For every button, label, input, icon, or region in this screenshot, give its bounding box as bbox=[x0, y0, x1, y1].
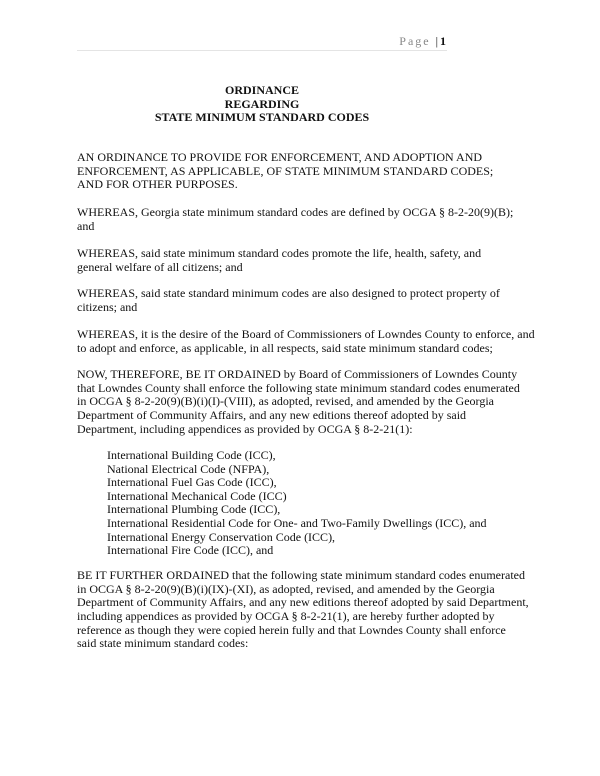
paragraph-line: in OCGA § 8-2-20(9)(B)(i)(I)-(VIII), as adopted, revised, and amended by the Georgia bbox=[77, 394, 494, 409]
paragraph-line: WHEREAS, said state minimum standard codes promote the life, health, safety, and bbox=[77, 246, 482, 260]
paragraph-line: WHEREAS, it is the desire of the Board of Commissioners of Lowndes County to enforce, and bbox=[77, 327, 535, 341]
paragraph-line: to adopt and enforce, as applicable, in all respects, said state minimum standard codes; bbox=[77, 340, 493, 355]
list-item: International Fuel Gas Code (ICC), bbox=[107, 475, 277, 490]
paragraph bbox=[77, 286, 500, 314]
paragraph-line: WHEREAS, Georgia state minimum standard codes are defined by OCGA § 8-2-20(9)(B); bbox=[77, 205, 514, 219]
paragraph-line: general welfare of all citizens; and bbox=[77, 259, 243, 274]
list-item: International Building Code (ICC), bbox=[107, 448, 276, 462]
list-item: National Electrical Code (NFPA), bbox=[107, 461, 270, 476]
list-item: International Energy Conservation Code (ICC), bbox=[107, 529, 336, 544]
paragraph bbox=[77, 205, 514, 233]
codes-list bbox=[107, 449, 487, 558]
paragraph-line: that Lowndes County shall enforce the following state minimum standard codes enumerated bbox=[77, 380, 520, 395]
paragraph-line: Department of Community Affairs, and any new editions thereof adopted by said Department, bbox=[77, 595, 529, 610]
document-title bbox=[0, 84, 524, 125]
list-item: International Fire Code (ICC), and bbox=[107, 543, 274, 558]
paragraph bbox=[77, 327, 535, 355]
list-item: International Mechanical Code (ICC) bbox=[107, 488, 287, 503]
paragraph-line: including appendices as provided by OCGA § 8-2-21(1), are hereby further adopted by bbox=[77, 609, 495, 624]
paragraph-line: BE IT FURTHER ORDAINED that the following state minimum standard codes enumerated bbox=[77, 568, 525, 582]
paragraph-line: Department, including appendices as provided by OCGA § 8-2-21(1): bbox=[77, 421, 413, 436]
title-line: ORDINANCE bbox=[224, 83, 299, 97]
paragraph bbox=[77, 568, 529, 651]
page-number: 1 bbox=[440, 34, 446, 48]
paragraph-line: AND FOR OTHER PURPOSES. bbox=[77, 177, 238, 192]
list-item: International Plumbing Code (ICC), bbox=[107, 502, 281, 517]
paragraph-line: and bbox=[77, 218, 95, 233]
title-line: REGARDING bbox=[224, 96, 300, 111]
paragraph-line: Department of Community Affairs, and any new editions thereof adopted by said bbox=[77, 408, 467, 423]
header-rule bbox=[77, 50, 447, 51]
list-item: International Residential Code for One- and Two-Family Dwellings (ICC), and bbox=[107, 515, 487, 530]
paragraph-line: WHEREAS, said state standard minimum codes are also designed to protect property of bbox=[77, 286, 500, 300]
page-header bbox=[399, 34, 446, 49]
paragraph-line: reference as though they were copied herein fully and that Lowndes County shall enforce bbox=[77, 622, 506, 637]
paragraph-line: NOW, THEREFORE, BE IT ORDAINED by Board of Commissioners of Lowndes County bbox=[77, 367, 518, 381]
paragraph-line: ENFORCEMENT, AS APPLICABLE, OF STATE MINIMUM STANDARD CODES; bbox=[77, 163, 494, 178]
paragraph bbox=[77, 246, 482, 274]
page-separator: | bbox=[435, 34, 438, 48]
paragraph-line: said state minimum standard codes: bbox=[77, 636, 249, 651]
paragraph bbox=[77, 367, 520, 436]
title-line: STATE MINIMUM STANDARD CODES bbox=[154, 110, 370, 125]
paragraph-line: citizens; and bbox=[77, 299, 138, 314]
paragraph bbox=[77, 150, 494, 192]
page-label: Page bbox=[399, 34, 431, 48]
paragraph-line: AN ORDINANCE TO PROVIDE FOR ENFORCEMENT, AND ADOPTION AND bbox=[77, 150, 483, 164]
paragraph-line: in OCGA § 8-2-20(9)(B)(i)(IX)-(XI), as adopted, revised, and amended by the Georgia bbox=[77, 581, 495, 596]
